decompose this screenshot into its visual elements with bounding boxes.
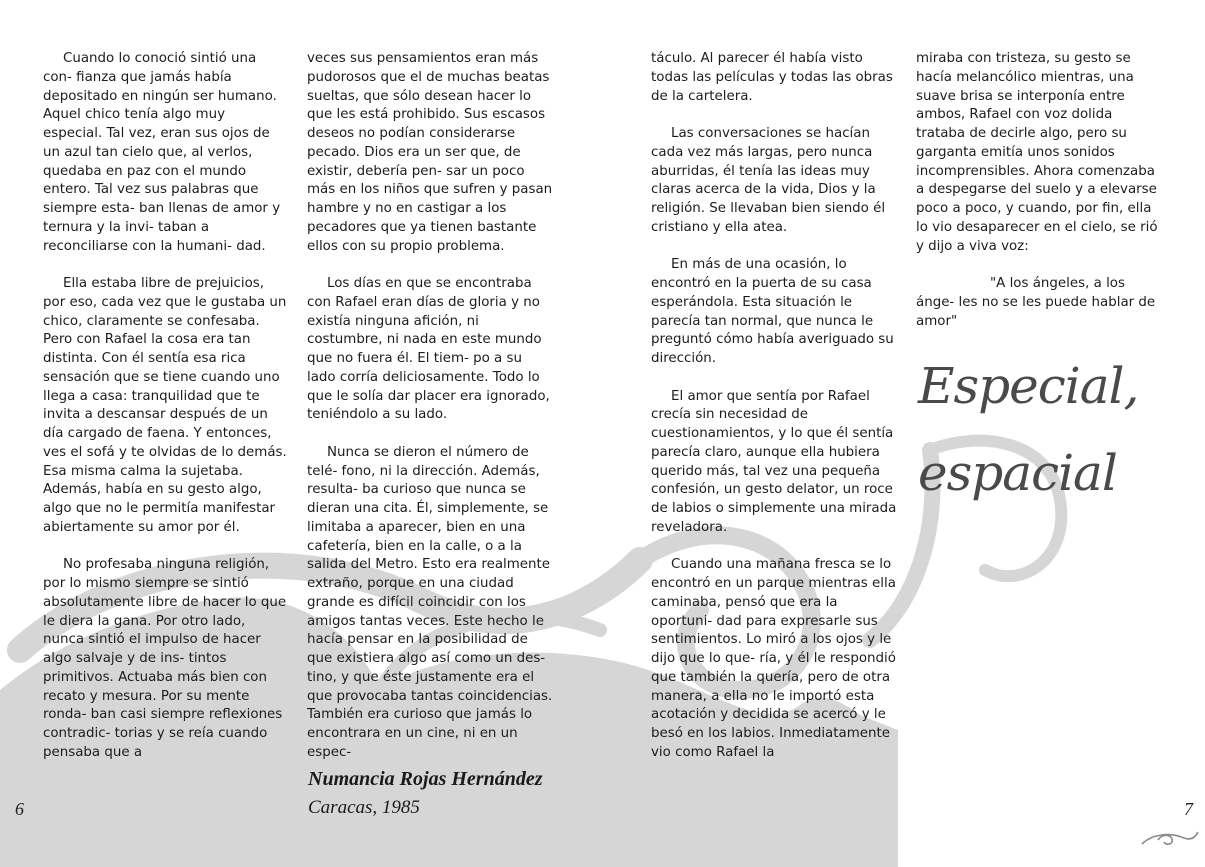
left-page-column-1 (43, 50, 287, 781)
story-title-line-2: espacial (918, 444, 1117, 502)
paragraph: Cuando una mañana fresca se lo encontró en un parque mientras ella caminaba, pensó que era la oportuni- dad para expresarle sus sentimientos. Lo miró a los ojos y le dijo que lo que- ría, y él le respondió que también la quería, pero de otra manera, a ella no le importó esta acotación y decidida se acercó y le besó en los labios. Inmediatamente vio como Rafael la (651, 557, 896, 760)
author-name: Numancia Rojas Hernández (308, 768, 543, 790)
paragraph: Cuando lo conoció sintió una con- fianza que jamás había depositado en ningún ser humano. Aquel chico tenía algo muy especial. Tal vez, eran sus ojos de un azul tan cielo que, al verlos, quedaba en paz con el mundo entero. Tal vez sus palabras que siempre esta- ban llenas de amor y ternura y la invi- taban a reconciliarse con la humani- dad. (43, 51, 281, 254)
paragraph: veces sus pensamientos eran más pudorosos que el de muchas beatas sueltas, que sólo desean hacer lo que les está prohibido. Sus escasos deseos no podían considerarse pecado. Dios era un ser que, de existir, debería pen- sar un poco más en los niños que sufren y pasan hambre y no en castigar a los pecadores que ya tienen bastante ellos con su propio problema. (307, 51, 553, 254)
paragraph: Ella estaba libre de prejuicios, por eso, cada vez que le gustaba un chico, claramente se confesaba. Pero con Rafael la cosa era tan distinta. Con él sentía esa rica sensación que se tiene cuando uno llega a casa: tranquilidad que te invita a descansar después de un día cargado de faena. Y entonces, ves el sofá y te olvidas de lo demás. Esa misma calma la sujetaba. Además, había en su gesto algo, algo que no le permitía manifestar abiertamente su amor por él. (43, 276, 287, 535)
paragraph: Nunca se dieron el número de telé- fono, ni la dirección. Además, resulta- ba curioso que nunca se dieran una cita. Él, simplemente, se limitaba a aparecer, bien en una cafetería, bien en la calle, o a la salida del Metro. Esto era realmente extraño, porque en una ciudad grande es difícil coincidir con los amigos tantas veces. Este hecho le hacía pensar en la posibilidad de que existiera algo así como un des- tino, y que éste justamente era el que provocaba tantas coincidencias. También era curioso que jamás lo encontrara en un cine, ni en un espec- (307, 444, 553, 760)
paragraph: táculo. Al parecer él había visto todas las películas y todas las obras de la cartelera. (651, 51, 893, 104)
right-page-column-2 (916, 50, 1161, 350)
right-page-column-1 (651, 50, 897, 781)
paragraph: En más de una ocasión, lo encontró en la puerta de su casa esperándola. Esta situación le parecía tan normal, que nunca le preguntó cómo había averiguado su dirección. (651, 257, 894, 366)
paragraph: El amor que sentía por Rafael crecía sin necesidad de cuestionamientos, y lo que él sentía parecía claro, aunque ella hubiera querido más, tal vez una pequeña confesión, un gesto delator, un roce de labios o simplemente una mirada reveladora. (651, 388, 897, 535)
paragraph: Las conversaciones se hacían cada vez más largas, pero nunca aburridas, él tenía las ideas muy claras acerca de la vida, Dios y la religión. Se llevaban bien siendo él cristiano y ella atea. (651, 126, 886, 235)
page-number-right: 7 (1184, 799, 1193, 819)
page-number-left: 6 (15, 799, 24, 819)
author-place-date: Caracas, 1985 (308, 797, 420, 818)
paragraph: miraba con tristeza, su gesto se hacía melancólico mientras, una suave brisa se interponía entre ambos, Rafael con voz dolida trataba de decirle algo, pero su garganta emitía unos sonidos incomprensibles. Ahora comenzaba a despegarse del suelo y a elevarse poco a poco, y cuando, por fin, ella lo vio desaparecer en el cielo, se rió y dijo a viva voz: (916, 51, 1158, 254)
closing-quote: "A los ángeles, a los ánge- les no se les puede hablar de amor" (916, 276, 1156, 329)
left-page-column-2 (307, 50, 554, 781)
story-title-line-1: Especial, (918, 357, 1139, 415)
swirl-ornament-icon (1140, 826, 1200, 848)
paragraph: No profesaba ninguna religión, por lo mismo siempre se sintió absolutamente libre de hacer lo que le diera la gana. Por otro lado, nunca sintió el impulso de hacer algo salvaje y de ins- tintos primitivos. Actuaba más bien con recato y mesura. Por su mente ronda- ban casi siempre reflexiones contradic- torias y se reía cuando pensaba que a (43, 557, 287, 760)
paragraph: Los días en que se encontraba con Rafael eran días de gloria y no existía ninguna afición, ni costumbre, ni nada en este mundo que no fuera él. El tiem- po a su lado corría deliciosamente. Todo lo que le solía dar placer era ignorado, teniéndolo a su lado. (307, 276, 550, 423)
